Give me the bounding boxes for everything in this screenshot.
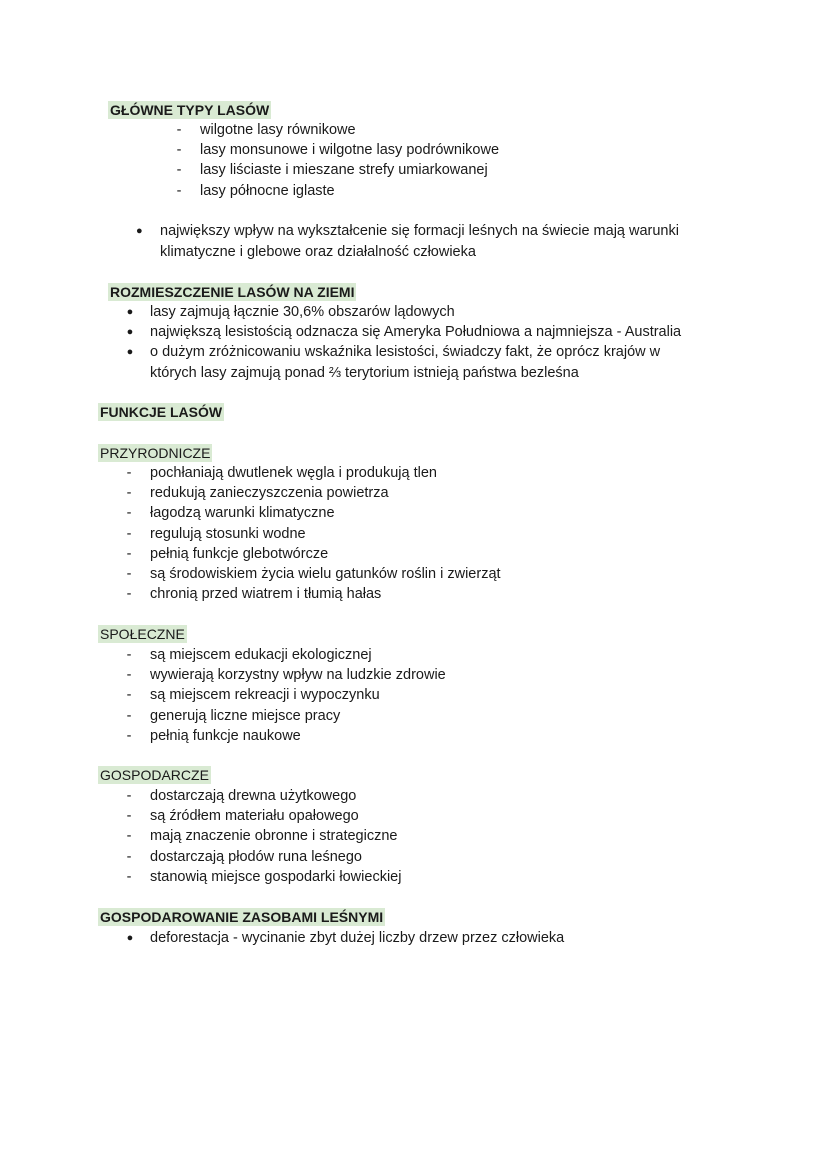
list-item: ● deforestacja - wycinanie zbyt dużej liczby drzew przez człowieka [126, 930, 565, 946]
list-item: - mają znaczenie obronne i strategiczne [126, 828, 398, 845]
list-item: - są środowiskiem życia wielu gatunków roślin i zwierząt [126, 566, 501, 583]
bullet-icon: ● [136, 225, 143, 237]
heading-forest-functions: FUNKCJE LASÓW [100, 404, 223, 420]
subheading-social: SPOŁECZNE [100, 626, 185, 642]
list-item: ● największą lesistością odznacza się Ameryka Południowa a najmniejsza - Australia [126, 324, 682, 341]
list-item: - dostarczają drewna użytkowego [126, 788, 357, 804]
heading-forest-types: GŁÓWNE TYPY LASÓW [110, 102, 270, 118]
list-item: ● lasy zajmują łącznie 30,6% obszarów lądowych [126, 304, 455, 320]
list-item: - dostarczają płodów runa leśnego [126, 848, 362, 865]
list-item: - wilgotne lasy równikowe [176, 122, 356, 138]
note-line: klimatyczne i glebowe oraz działalność człowieka [160, 244, 476, 260]
natural-functions-list [126, 463, 501, 604]
subheading-natural: PRZYRODNICZE [100, 445, 211, 461]
list-item: - generują liczne miejsce pracy [126, 707, 341, 724]
list-item: - pełnią funkcje naukowe [126, 727, 301, 744]
forest-types-note [136, 221, 679, 263]
list-item: - są źródłem materiału opałowego [126, 808, 359, 825]
list-item-continuation: których lasy zajmują ponad ⅔ terytorium istnieją państwa bezleśna [150, 364, 579, 381]
list-item: - wywierają korzystny wpływ na ludzkie zdrowie [126, 667, 446, 684]
list-item: - łagodzą warunki klimatyczne [126, 505, 335, 522]
list-item: - redukują zanieczyszczenia powietrza [126, 485, 389, 502]
list-item: - chronią przed wiatrem i tłumią hałas [126, 586, 382, 603]
economic-functions-list [126, 786, 402, 887]
heading-forest-distribution: ROZMIESZCZENIE LASÓW NA ZIEMI [110, 284, 355, 300]
list-item: - lasy monsunowe i wilgotne lasy podrównikowe [176, 142, 500, 159]
list-item: - lasy liściaste i mieszane strefy umiarkowanej [176, 162, 488, 179]
management-list [126, 928, 565, 948]
social-functions-list [126, 645, 446, 746]
list-item: ● o dużym zróżnicowaniu wskaźnika lesistości, świadczy fakt, że oprócz krajów w [126, 344, 661, 361]
list-item: - regulują stosunki wodne [126, 525, 306, 542]
list-item: - są miejscem rekreacji i wypoczynku [126, 687, 380, 704]
list-item: - pochłaniają dwutlenek węgla i produkują tlen [126, 465, 437, 481]
note-line: największy wpływ na wykształcenie się formacji leśnych na świecie mają warunki [160, 223, 679, 239]
list-item: - lasy północne iglaste [176, 182, 335, 199]
list-item: - pełnią funkcje glebotwórcze [126, 545, 329, 562]
list-item: - są miejscem edukacji ekologicznej [126, 647, 372, 663]
distribution-list [126, 302, 682, 383]
heading-forest-management: GOSPODAROWANIE ZASOBAMI LEŚNYMI [100, 909, 384, 925]
subheading-economic: GOSPODARCZE [100, 767, 209, 783]
list-item: - stanowią miejsce gospodarki łowieckiej [126, 868, 402, 885]
forest-types-list [176, 120, 500, 201]
